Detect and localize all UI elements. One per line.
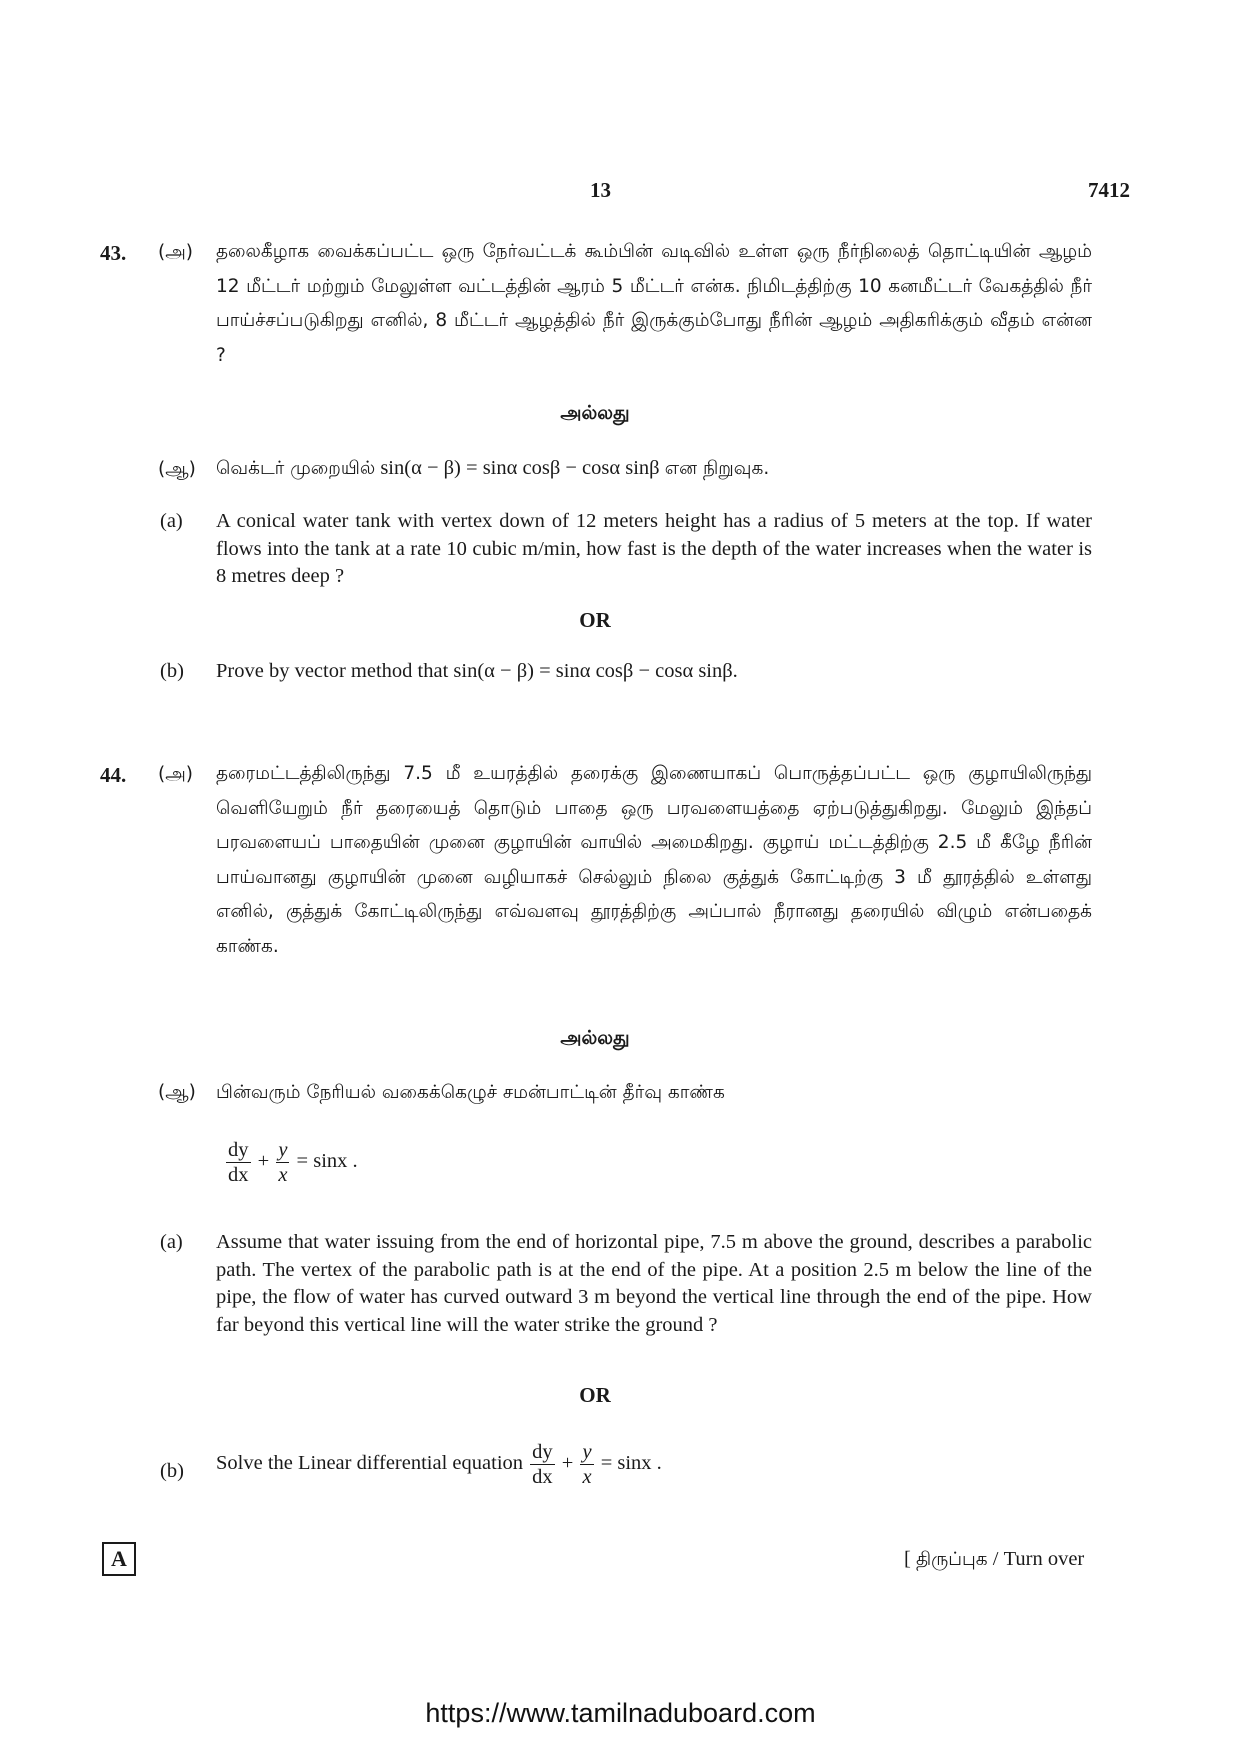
frac-numerator: dy bbox=[228, 1139, 249, 1161]
q43-english-b-formula: sin(α − β) = sinα cosβ − cosα sinβ. bbox=[453, 660, 738, 682]
frac-denominator: dx bbox=[532, 1466, 553, 1488]
source-url: https://www.tamilnaduboard.com bbox=[425, 1698, 816, 1728]
fraction-dy-dx bbox=[226, 1138, 251, 1187]
q43-tamil-part-a: தலைகீழாக வைக்கப்பட்ட ஒரு நேர்வட்டக் கூம்பின் வடிவில் உள்ள ஒரு நீர்நிலைத் தொட்டியின் ஆழம் 12 மீட்டர் மற்றும் மேலுள்ள வட்டத்தின் ஆரம் 5 மீட்டர் என்க. நிமிடத்திற்கு 10 கனமீட்டர் வேகத்தில் நீர் பாய்ச்சப்படுகிறது எனில், 8 மீட்டர் ஆழத்தில் நீர் இருக்கும்போது நீரின் ஆழம் அதிகரிக்கும் வீதம் என்ன ? bbox=[216, 241, 1092, 366]
frac-numerator: y bbox=[582, 1441, 592, 1463]
plus-sign: + bbox=[257, 1150, 270, 1173]
q44-tamil-label-b: (ஆ) bbox=[158, 1082, 196, 1103]
booklet-type-box: A bbox=[102, 1542, 136, 1576]
q44-tamil-part-a: தரைமட்டத்திலிருந்து 7.5 மீ உயரத்தில் தரைக்கு இணையாகப் பொருத்தப்பட்ட ஒரு குழாயிலிருந்து வெளியேறும் நீர் தரையைத் தொடும் பாதை ஒரு பரவளையத்தை ஏற்படுத்துகிறது. மேலும் இந்தப் பரவளையப் பாதையின் முனை குழாயின் வாயில் அமைகிறது. குழாய் மட்டத்திற்கு 2.5 மீ கீழே நீரின் பாய்வானது குழாயின் முனை வழியாகச் செல்லும் நிலை குத்துக் கோட்டிற்கு 3 மீ தூரத்தில் உள்ளது எனில், குத்துக் கோட்டிலிருந்து எவ்வளவு தூரத்திற்கு அப்பால் நீரானது தரையில் விழும் என்பதைக் காண்க. bbox=[216, 763, 1092, 957]
q43-tamil-or: அல்லது bbox=[560, 402, 630, 424]
q43-tamil-b-post: என நிறுவுக. bbox=[664, 458, 770, 479]
q44-english-or: OR bbox=[579, 1383, 611, 1407]
fraction-y-x bbox=[580, 1440, 593, 1489]
q43-formula: sin(α − β) = sinα cosβ − cosα sinβ bbox=[380, 457, 660, 479]
frac-denominator: x bbox=[582, 1466, 592, 1488]
turn-over-note bbox=[904, 1548, 1084, 1572]
plus-sign: + bbox=[561, 1452, 574, 1475]
q44-english-part-b bbox=[216, 1440, 662, 1489]
frac-numerator: dy bbox=[532, 1441, 553, 1463]
frac-denominator: dx bbox=[228, 1164, 249, 1186]
equation-rhs: = sinx . bbox=[600, 1452, 662, 1475]
q43-english-part-a: A conical water tank with vertex down of 12 meters height has a radius of 5 meters at the top. If water flows into the tank at a rate 10 cubic m/min, how fast is the depth of the water increases when the water is 8 metres deep ? bbox=[216, 510, 1092, 587]
question-number-43: 43. bbox=[100, 241, 127, 265]
fraction-dy-dx bbox=[530, 1440, 555, 1489]
q43-english-label-b: (b) bbox=[160, 660, 184, 682]
q43-tamil-b-pre: வெக்டர் முறையில் bbox=[216, 458, 376, 479]
page-number: 13 bbox=[590, 178, 611, 202]
q44-tamil-part-b: பின்வரும் நேரியல் வகைக்கெழுச் சமன்பாட்டின் தீர்வு காண்க bbox=[216, 1082, 725, 1103]
q44-tamil-or: அல்லது bbox=[560, 1027, 630, 1049]
paper-code: 7412 bbox=[1088, 178, 1130, 202]
fraction-y-x bbox=[276, 1138, 289, 1187]
q44-english-part-a: Assume that water issuing from the end of horizontal pipe, 7.5 m above the ground, describes a parabolic path. The vertex of the parabolic path is at the end of the pipe. At a position 2.5 m below the line of the pipe, the flow of water has curved outward 3 m beyond the vertical line through the end of the pipe. How far beyond this vertical line will the water strike the ground ? bbox=[216, 1231, 1092, 1336]
q43-tamil-part-b bbox=[216, 457, 769, 481]
q44-tamil-label-a: (அ) bbox=[158, 764, 193, 785]
equation-rhs: = sinx . bbox=[296, 1150, 358, 1173]
turn-over-tamil: திருப்புக bbox=[915, 1549, 988, 1570]
q44-english-label-a: (a) bbox=[160, 1231, 183, 1253]
question-number-44: 44. bbox=[100, 763, 127, 787]
q43-english-or: OR bbox=[579, 608, 611, 632]
frac-denominator: x bbox=[278, 1164, 288, 1186]
q43-english-b-text: Prove by vector method that bbox=[216, 660, 449, 682]
q44-equation bbox=[224, 1138, 358, 1187]
turn-over-bracket: [ bbox=[904, 1548, 911, 1570]
q44-english-label-b: (b) bbox=[160, 1460, 184, 1482]
q44-english-b-text: Solve the Linear differential equation bbox=[216, 1452, 524, 1475]
frac-numerator: y bbox=[278, 1139, 288, 1161]
q43-english-part-b bbox=[216, 660, 738, 683]
turn-over-english: Turn over bbox=[1003, 1548, 1085, 1570]
q43-tamil-label-b: (ஆ) bbox=[158, 459, 196, 480]
turn-over-separator: / bbox=[992, 1548, 999, 1570]
q43-english-label-a: (a) bbox=[160, 510, 183, 532]
q43-tamil-label-a: (அ) bbox=[158, 242, 193, 263]
